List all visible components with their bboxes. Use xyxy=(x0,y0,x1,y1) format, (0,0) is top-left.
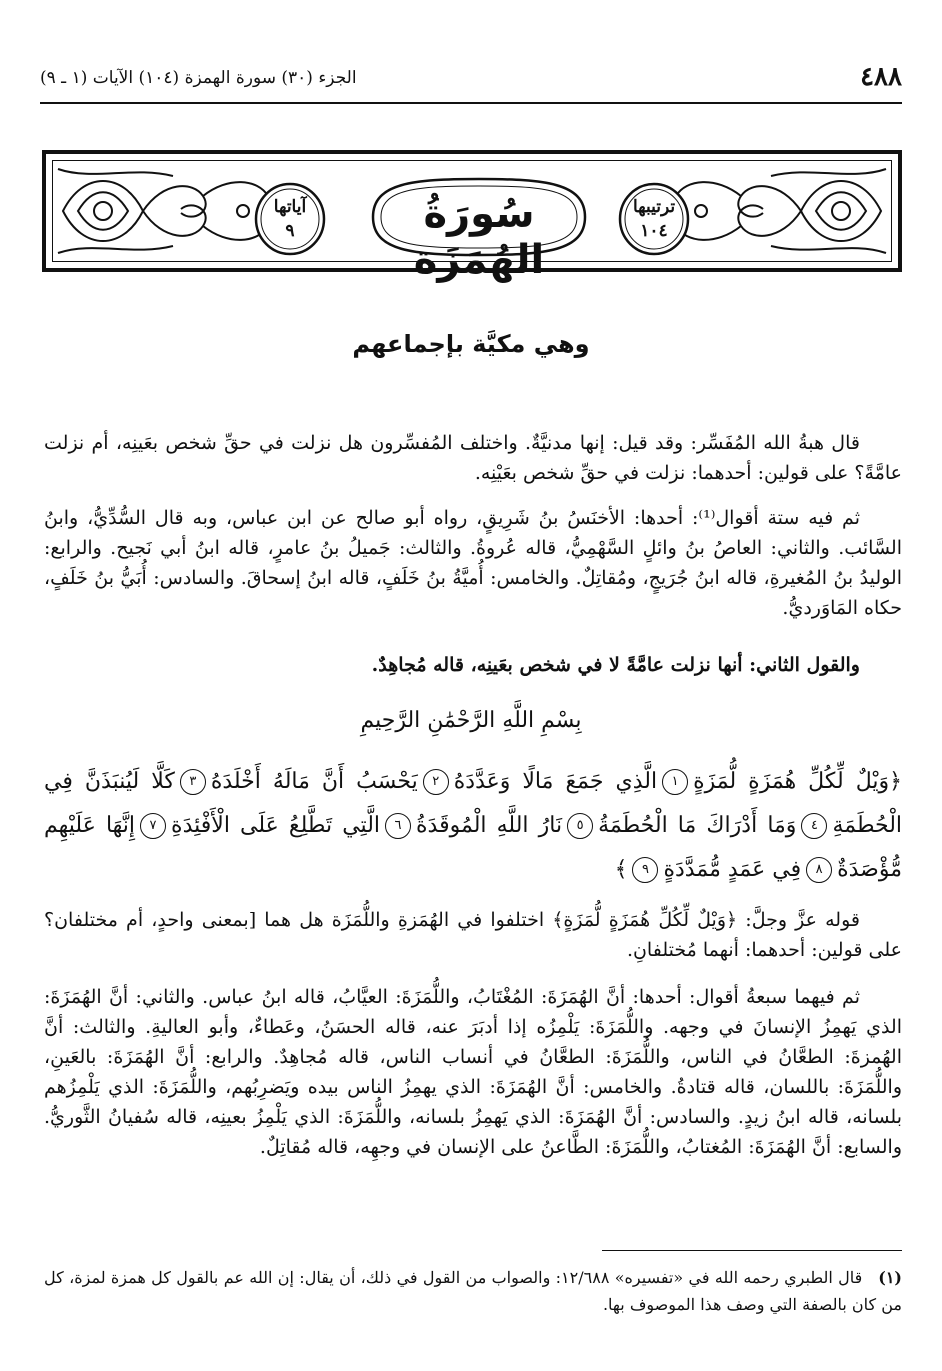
verse-text: ﴿وَيْلٌ لِّكُلِّ هُمَزَةٍ لُّمَزَةٍ xyxy=(693,769,903,794)
paragraph-six-views: ثم فيه ستة أقوال⁽¹⁾: أحدها: الأخنَسُ بنُ شَرِيقٍ، رواه أبو صالح عن ابن عباس، وبه قال السُّدِّيُّ، وابنُ السَّائب. والثاني: العاصُ بنُ وائلٍ السَّهْمِيُّ، قاله عُروةُ. والثالث: جَميلُ بنُ عامرٍ، قاله ابنُ أبي نَجيح. والرابع: الوليدُ بنُ المُغيرةِ، قاله ابنُ جُرَيجٍ، ومُقاتِلٌ. والخامس: أُميَّةُ بنُ خَلَفٍ، قاله ابنُ إسحاقَ. والسادس: أُبَيُّ بنُ خَلَفٍ، حكاه المَاوَرديُّ. xyxy=(44,507,902,619)
paragraph-intro: قال هبةُ الله المُفَسِّر: وقد قيل: إنها مدنيَّةٌ. واختلف المُفسِّرون هل نزلت في حقِّ شخص بعَينِه، أم نزلت عامَّةً؟ على قولين: أحدهما: نزلت في حقِّ شخص بعَيْنِه. xyxy=(44,432,902,484)
verse-text: الَّتِي تَطَّلِعُ عَلَى الْأَفْئِدَةِ xyxy=(171,813,381,838)
verse-number-marker: ٤ xyxy=(801,813,827,839)
verse-number-marker: ١ xyxy=(662,769,688,795)
header-rule xyxy=(40,102,902,104)
footnote xyxy=(44,1264,902,1318)
commentary-verse-one: قوله عزَّ وجلَّ: ﴿وَيْلٌ لِّكُلِّ هُمَزَةٍ لُّمَزَةٍ﴾ اختلفوا في الهُمَزةِ واللُّمَزَة هل هما [بمعنى واحدٍ، أم مختلفان؟ على قولين: أحدهما: أنهما مُختلفانِ. xyxy=(44,909,902,961)
verses-medallion xyxy=(253,181,327,257)
footnote-number: (١) xyxy=(878,1268,902,1287)
commentary-seven-views: ثم فيهما سبعةُ أقوال: أحدها: أنَّ الهُمَزَةَ: المُغْتَابُ، واللُّمَزَةَ: العيَّابُ، قاله ابنُ عباس. والثاني: أنَّ الهُمَزَةَ: الذي يَهمِزُ الإنسانَ في وجهه. واللُّمَزَةَ: يَلْمِزُه إذا أدبَرَ عنه، قاله الحسَنُ، وعَطاءٌ، وأبو العاليةِ. والثالث: أنَّ الهُمزةَ: الطعَّانُ في الناس، واللُّمَزَةَ: الطعَّانُ في أنساب الناس، قاله مُجاهِدٌ. والرابع: أنَّ الهُمَزَةَ: بالعَينِ، واللُّمَزَةَ: باللسان، قاله قتادةُ. والخامس: أنَّ الهُمَزَةَ: الذي يهمِزُ الناس بيده ويَضرِبُهم، واللُّمَزَةَ: الذي يَلْمِزُهم بلسانه، قاله ابنُ زيدٍ. والسادس: أنَّ الهُمَزَةَ: الذي يَهمِزُ بلسانه، واللُّمَزَةَ: الذي يَلْمِزُ بعينِه، قاله سُفيانُ الثَّوريُّ. والسابع: أنَّ الهُمَزَةَ: المُغتابُ، واللُّمَزَةَ: الطَّاعنُ على الإنسان في وجهِه، قاله مُقاتِلٌ. xyxy=(44,986,902,1158)
verses-label: آياتها xyxy=(273,197,307,217)
basmala: بِسْمِ اللَّهِ الرَّحْمَٰنِ الرَّحِيمِ xyxy=(360,708,582,733)
page-number: ٤٨٨ xyxy=(860,62,902,92)
verse-number-marker: ٢ xyxy=(423,769,449,795)
verse-text: كَلَّا لَيُنبَذَنَّ فِي الْحُطَمَةِ xyxy=(44,769,903,838)
quran-verses xyxy=(44,760,902,892)
verse-text: نَارُ اللَّهِ الْمُوقَدَةُ xyxy=(416,813,563,838)
surah-title: سُورَةُ الهُمَزَة xyxy=(413,191,545,283)
verse-text: إِنَّهَا عَلَيْهِم مُّؤْصَدَةٌ xyxy=(44,813,902,882)
footnote-text: قال الطبري رحمه الله في «تفسيره» ١٢/٦٨٨: والصواب من القول في ذلك، أن يقال: إن الله عم بالقول كل همزة لمزة، كل من كان بالصفة التي وصف هذا الموصوف بها. xyxy=(44,1268,902,1314)
footnote-rule xyxy=(602,1250,902,1251)
verses-value: ٩ xyxy=(285,221,295,241)
verse-number-marker: ٦ xyxy=(385,813,411,839)
verse-text: فِي عَمَدٍ مُّمَدَّدَةٍ xyxy=(663,857,802,882)
verse-number-marker: ٨ xyxy=(806,857,832,883)
verse-number-marker: ٣ xyxy=(180,769,206,795)
order-value: ١٠٤ xyxy=(640,221,668,241)
verse-number-marker: ٥ xyxy=(567,813,593,839)
surah-banner xyxy=(42,150,902,283)
running-title: الجزء (٣٠) سورة الهمزة (١٠٤) الآيات (١ ـ ٩) xyxy=(40,68,357,88)
verse-text: يَحْسَبُ أَنَّ مَالَهُ أَخْلَدَهُ xyxy=(210,769,418,794)
verses-medallion-frame xyxy=(253,181,327,257)
verses-closing-bracket: ﴾ xyxy=(614,857,628,882)
page-header xyxy=(40,62,902,96)
verse-number-marker: ٩ xyxy=(632,857,658,883)
paragraph-second-view: والقول الثاني: أنها نزلت عامَّةً لا في شخص بعَينِه، قاله مُجاهِدٌ. xyxy=(371,654,860,676)
title-cartouche xyxy=(353,175,605,283)
order-label: ترتيبها xyxy=(632,197,676,217)
verse-text: الَّذِي جَمَعَ مَالًا وَعَدَّدَهُ xyxy=(453,769,658,794)
revelation-heading: وهي مكيَّة بإجماعهم xyxy=(352,330,590,358)
verse-number-marker: ٧ xyxy=(140,813,166,839)
order-medallion xyxy=(617,181,691,257)
order-medallion-frame xyxy=(617,181,691,257)
verse-text: وَمَا أَدْرَاكَ مَا الْحُطَمَةُ xyxy=(598,813,797,838)
banner-inner-frame xyxy=(52,160,892,283)
